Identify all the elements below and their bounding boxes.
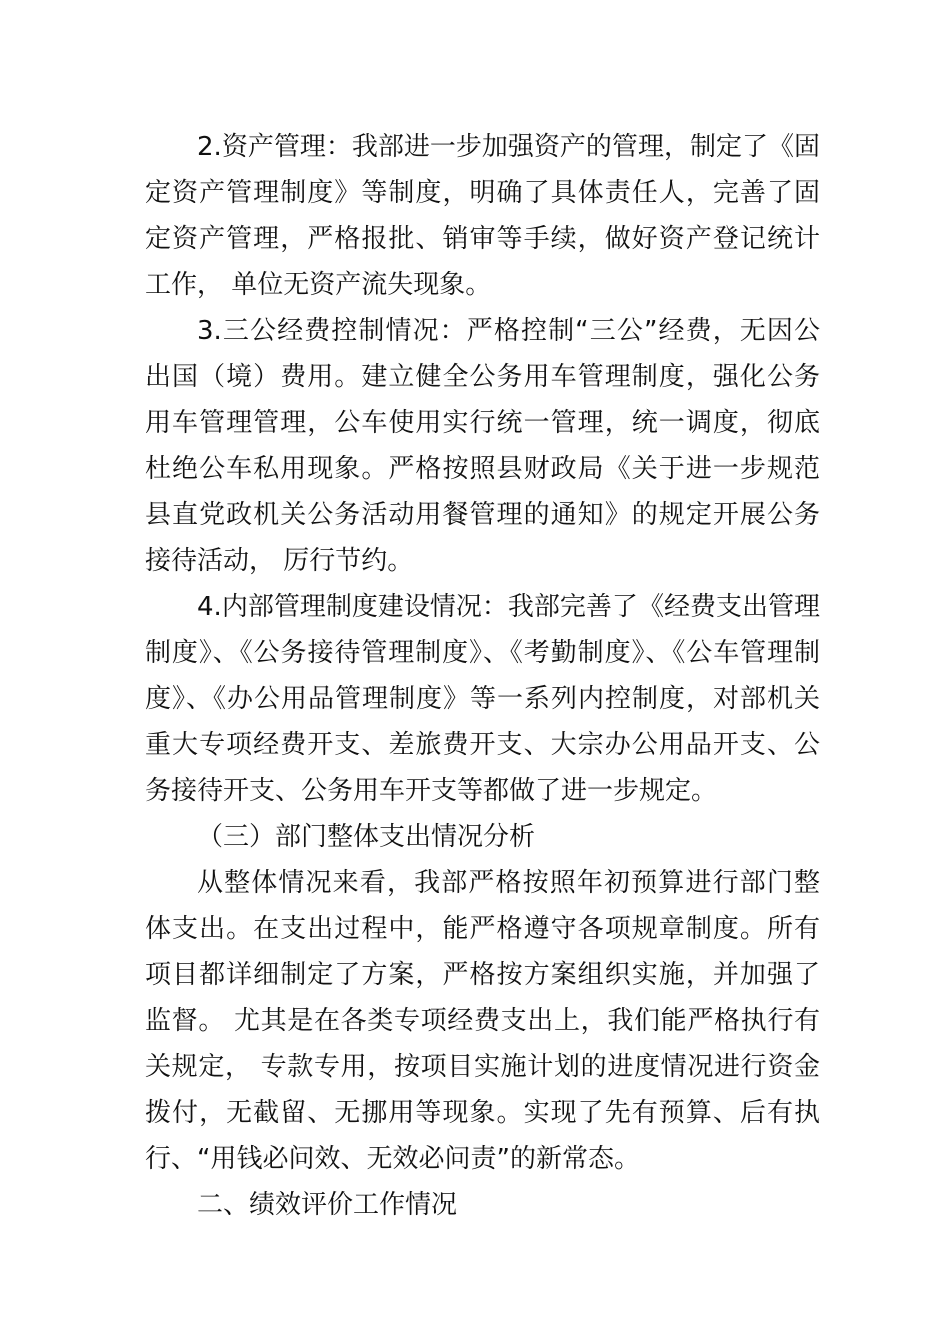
section-heading-performance-evaluation: 二、绩效评价工作情况 [197,1190,458,1220]
document-body [145,124,820,1228]
paragraph-three-public-expenses: 3.三公经费控制情况：严格控制“三公”经费，无因公出国（境）费用。建立健全公务用车管理制度，强化公务用车管理管理，公车使用实行统一管理，统一调度，彻底杜绝公车私用现象。严格按照县财政局《关于进一步规范县直党政机关公务活动用餐管理的通知》的规定开展公务接待活动， 厉行节约。 [145,316,820,576]
paragraph-internal-management: 4.内部管理制度建设情况：我部完善了《经费支出管理制度》、《公务接待管理制度》、《考勤制度》、《公车管理制度》、《办公用品管理制度》等一系列内控制度，对部机关重大专项经费开支、差旅费开支、大宗办公用品开支、公务接待开支、公务用车开支等都做了进一步规定。 [145,592,820,806]
section-heading-overall-expenditure: （三）部门整体支出情况分析 [197,822,536,852]
paragraph-asset-management: 2.资产管理：我部进一步加强资产的管理，制定了《固定资产管理制度》等制度，明确了具体责任人，完善了固定资产管理，严格报批、销审等手续，做好资产登记统计工作， 单位无资产流失现象。 [145,132,820,300]
paragraph-overall-expenditure: 从整体情况来看，我部严格按照年初预算进行部门整体支出。在支出过程中，能严格遵守各项规章制度。所有项目都详细制定了方案，严格按方案组织实施，并加强了监督。 尤其是在各类专项经费支出上，我们能严格执行有关规定， 专款专用，按项目实施计划的进度情况进行资金拨付，无截留、无挪用等现象。实现了先有预算、后有执行、“用钱必问效、无效必问责”的新常态。 [145,868,820,1174]
